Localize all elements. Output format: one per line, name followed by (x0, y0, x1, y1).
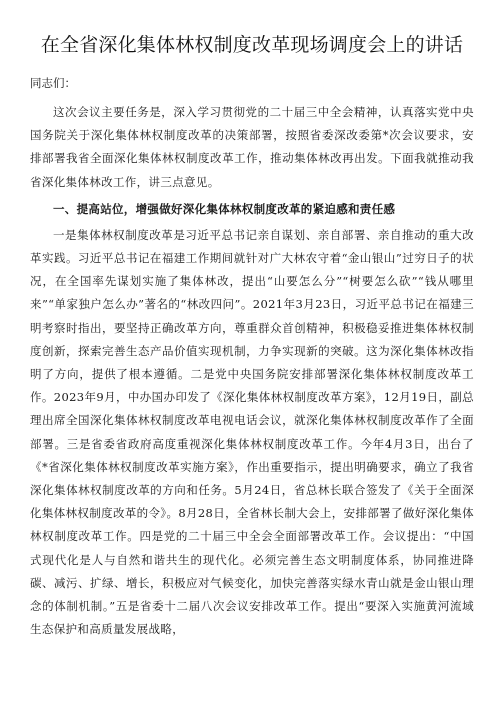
salutation: 同志们： (30, 76, 76, 90)
section-heading: 一、提高站位，增强做好深化集体林权制度改革的紧迫感和责任感 (53, 201, 396, 216)
section-body-paragraph: 一是集体林权制度改革是习近平总书记亲自谋划、亲自部署、亲自推动的重大改革实践。习近平总书记在福建工作期间就针对广大林农守着“金山银山”过穷日子的状况，在全国率先谋划实施了集体林改，提出“山要怎么分”“树要怎么砍”“钱从哪里来”“单家独户怎么办”著名的“林改四问”。2021年3月23日，习近平总书记在福建三明考察时指出，要坚持正确改革方向，尊重群众首创精神，积极稳妥推进集体林权制度创新，探索完善生态产品价值实现机制，力争实现新的突破。这为深化集体林改指明了方向，提供了根本遵循。二是党中央国务院安排部署深化集体林权制度改革工作。2023年9月，中办国办印发了《深化集体林权制度改革方案》，12月19日，副总理出席全国深化集体林权制度改革电视电话会议，就深化集体林权制度改革作了全面部署。三是省委省政府高度重视深化集体林权制度改革工作。今年4月3日，出台了《*省深化集体林权制度改革实施方案》，作出重要指示，提出明确要求，确立了我省深化集体林权制度改革的方向和任务。5月24日，省总林长联合签发了《关于全面深化集体林权制度改革的令》。8月28日，全省林长制大会上，安排部署了做好深化集体林权制度改革工作。四是党的二十届三中全会全面部署改革工作。会议提出：“中国式现代化是人与自然和谐共生的现代化。必须完善生态文明制度体系，协同推进降碳、减污、扩绿、增长，积极应对气候变化，加快完善落实绿水青山就是金山银山理念的体制机制。”五是省委十二届八次会议安排改革工作。提出“要深入实施黄河流域生态保护和高质量发展战略， (30, 227, 474, 637)
intro-paragraph: 这次会议主要任务是，深入学习贯彻党的二十届三中全会精神，认真落实党中央国务院关于深化集体林权制度改革的决策部署，按照省委深改委第*次会议要求，安排部署我省全面深化集体林权制度改革工作，推动集体林改再出发。下面我就推动我省深化集体林改工作，讲三点意见。 (30, 105, 474, 189)
document-title: 在全省深化集体林权制度改革现场调度会上的讲话 (40, 34, 464, 56)
